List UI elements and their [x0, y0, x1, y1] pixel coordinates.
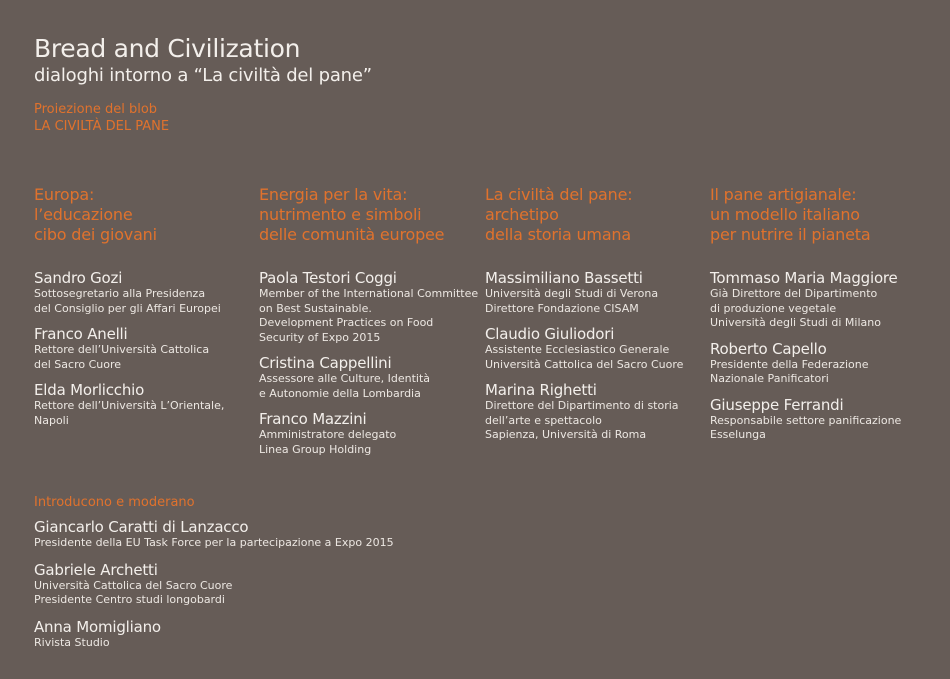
moderator-role: Università Cattolica del Sacro Cuore Presidente Centro studi longobardi — [34, 578, 233, 606]
speaker — [485, 381, 705, 443]
speaker-role: Rettore dell’Università L’Orientale, Napoli — [34, 399, 225, 427]
speaker-name: Roberto Capello — [710, 339, 827, 358]
speaker-list — [710, 269, 930, 443]
moderator-name: Anna Momigliano — [34, 617, 161, 636]
moderators-heading: Introducono e moderano — [34, 495, 195, 510]
speaker-name: Tommaso Maria Maggiore — [710, 269, 898, 287]
speaker — [34, 269, 254, 316]
speaker-name: Giuseppe Ferrandi — [710, 395, 844, 414]
session-heading: Energia per la vita: nutrimento e simboli delle comunità europee — [259, 185, 445, 244]
session-heading: Il pane artigianale: un modello italiano per nutrire il pianeta — [710, 185, 871, 244]
moderator-name: Gabriele Archetti — [34, 560, 158, 579]
speaker-role: Rettore dell’Università Cattolica del Sacro Cuore — [34, 343, 210, 371]
page-title: Bread and Civilization — [34, 34, 301, 63]
moderator-list — [34, 518, 534, 650]
speaker-list — [485, 269, 705, 443]
speaker-role: Direttore del Dipartimento di storia dell’arte e spettacolo Sapienza, Università di Roma — [485, 399, 679, 441]
speaker — [485, 325, 705, 372]
moderator-role: Presidente della EU Task Force per la partecipazione a Expo 2015 — [34, 536, 394, 549]
page-subtitle: dialoghi intorno a “La civiltà del pane” — [34, 65, 372, 86]
speaker-role: Già Direttore del Dipartimento di produzione vegetale Università degli Studi di Milano — [710, 287, 881, 329]
moderators-section — [34, 494, 534, 660]
speaker-name: Claudio Giuliodori — [485, 325, 615, 343]
moderator — [34, 518, 534, 551]
moderator — [34, 561, 534, 608]
speaker-role: Responsabile settore panificazione Esselunga — [710, 413, 902, 441]
session-column-2 — [259, 185, 479, 466]
blob-line-1: Proiezione del blob — [34, 102, 158, 117]
speaker-role: Presidente della Federazione Nazionale Panificatori — [710, 357, 869, 385]
speaker-name: Sandro Gozi — [34, 269, 123, 287]
session-heading: La civiltà del pane: archetipo della storia umana — [485, 185, 633, 244]
speaker — [259, 410, 479, 457]
speaker-role: Sottosegretario alla Presidenza del Consiglio per gli Affari Europei — [34, 287, 221, 315]
speaker — [485, 269, 705, 316]
speaker-role: Università degli Studi di Verona Direttore Fondazione CISAM — [485, 287, 659, 315]
speaker — [259, 269, 479, 345]
session-heading: Europa: l’educazione cibo dei giovani — [34, 185, 157, 244]
blob-line-2: LA CIVILTÀ DEL PANE — [34, 119, 170, 134]
speaker-role: Assessore alle Culture, Identità e Autonomie della Lombardia — [259, 372, 431, 400]
session-column-3 — [485, 185, 705, 452]
speaker — [710, 269, 930, 331]
speaker-name: Cristina Cappellini — [259, 354, 392, 372]
speaker-list — [259, 269, 479, 457]
session-column-1 — [34, 185, 254, 437]
speaker-role: Assistente Ecclesiastico Generale Università Cattolica del Sacro Cuore — [485, 343, 684, 371]
moderator — [34, 618, 534, 651]
speaker-name: Marina Righetti — [485, 381, 597, 399]
speaker-list — [34, 269, 254, 428]
speaker-role: Amministratore delegato Linea Group Holding — [259, 428, 397, 456]
speaker-name: Massimiliano Bassetti — [485, 269, 643, 287]
moderator-role: Rivista Studio — [34, 635, 110, 649]
moderator-name: Giancarlo Caratti di Lanzacco — [34, 518, 249, 536]
speaker — [710, 396, 930, 443]
speaker — [710, 340, 930, 387]
header — [34, 34, 372, 135]
speaker — [34, 325, 254, 372]
speaker-name: Franco Anelli — [34, 325, 128, 343]
session-column-4 — [710, 185, 930, 452]
speaker-name: Elda Morlicchio — [34, 381, 145, 399]
speaker-name: Franco Mazzini — [259, 410, 367, 428]
speaker-name: Paola Testori Coggi — [259, 269, 397, 287]
speaker — [34, 381, 254, 428]
blob-announcement — [34, 101, 372, 135]
speaker-role: Member of the International Committee on Best Sustainable. Development Practices on Food Security of Expo 2015 — [259, 287, 479, 344]
speaker — [259, 354, 479, 401]
